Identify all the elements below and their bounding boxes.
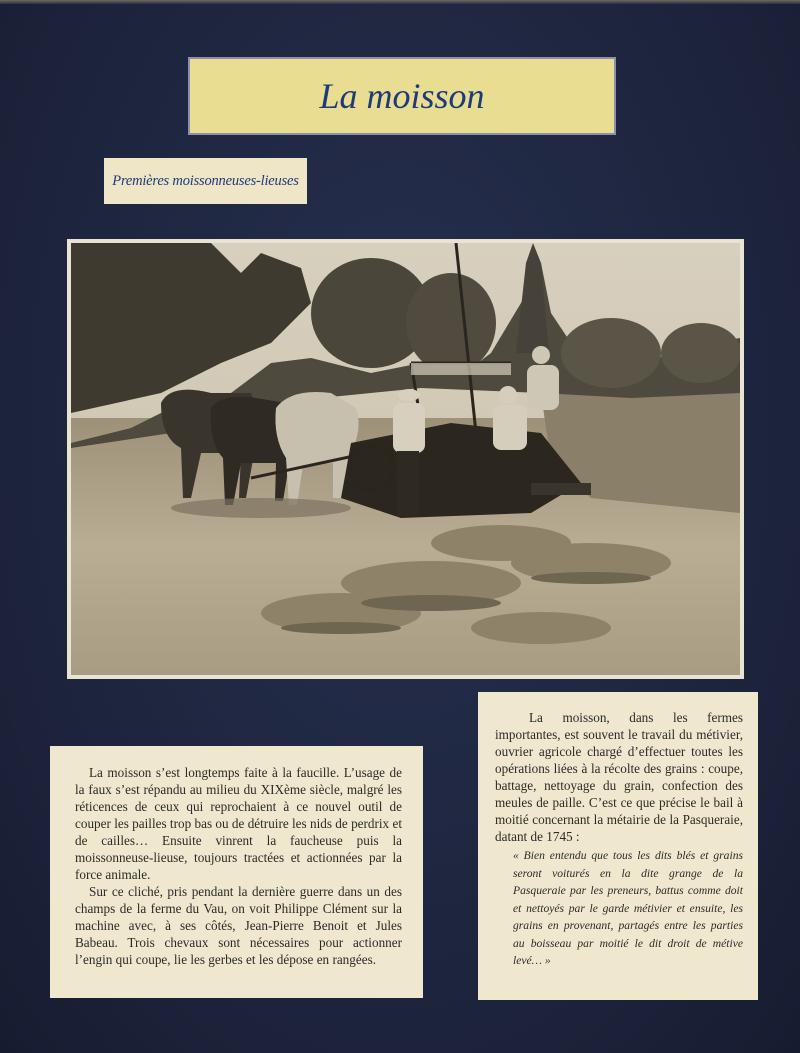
title-banner [188,57,616,135]
harvest-photo [71,243,740,675]
caption-text-box [50,746,423,998]
history-paragraph: La moisson, dans les fermes importantes, est souvent le travail du métivier, ouvrier agricole chargé d’effectuer toutes les opérations liées à la récolte des grains : coupe, battage, nettoyage du grain, confection des meules de paille. C’est ce que précise le bail à moitié concernant la métairie de la Pasqueraie, datant de 1745 : [495,710,743,844]
page-title: La moisson [319,76,485,116]
caption-paragraph-1: La moisson s’est longtemps faite à la faucille. L’usage de la faux s’est répandu au milieu du XIXème siècle, malgré les réticences de ceux qui reprochaient à ce nouvel outil de couper les pailles trop bas ou de détruire les nids de perdrix et de cailles… Ensuite vinrent la faucheuse puis la moissonneuse-lieuse, toujours tractées et actionnées par la force animale. [75,765,402,882]
subtitle-label [104,158,307,204]
lease-quote: « Bien entendu que tous les dits blés et grains seront voiturés en la dite grange de la Pasqueraie par les preneurs, battus comme doit et nettoyés par le garde métivier et ensuite, les grains en provenant, partagés entre les parties au boisseau par moitié le dit droit de métive levé… » [513,849,743,967]
photo-frame [67,239,744,679]
subtitle-text: Premières moissonneuses-lieuses [112,172,299,189]
history-text-box [478,692,758,1000]
caption-paragraph-2: Sur ce cliché, pris pendant la dernière guerre dans un des champs de la ferme du Vau, on voit Philippe Clément sur la machine avec, à ses côtés, Jean-Pierre Benoit et Jules Babeau. Trois chevaux sont nécessaires pour actionner l’engin qui coupe, lie les gerbes et les dépose en rangées. [75,884,402,967]
board-top-edge [0,0,800,4]
